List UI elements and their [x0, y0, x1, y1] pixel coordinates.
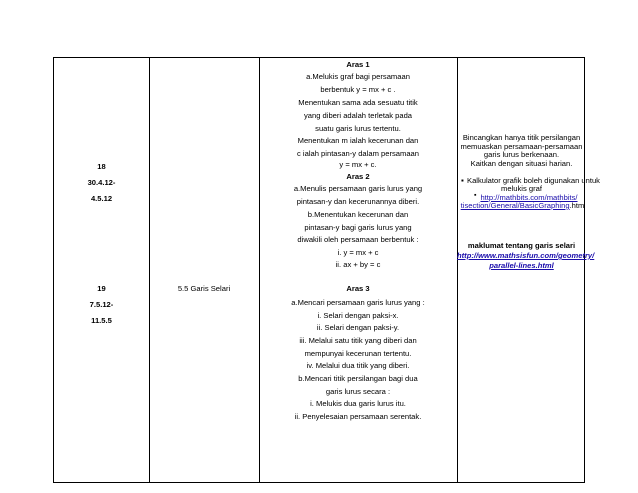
- aras3-line: iv. Melalui dua titik yang diberi.: [306, 361, 410, 370]
- info-title: maklumat tentang garis selari: [467, 241, 576, 250]
- mathbits-link-path[interactable]: tisection/General/BasicGraphing: [460, 201, 570, 210]
- week-date-start: 7.5.12-: [89, 300, 114, 309]
- aras2-line: b.Menentukan kecerunan dan: [307, 210, 409, 219]
- mathbits-link-suffix: .htm: [569, 201, 585, 210]
- discussion-note: memuaskan persamaan-persamaan: [460, 142, 583, 151]
- aras3-line: ii. Selari dengan paksi-y.: [316, 323, 400, 332]
- mathbits-link-line2[interactable]: [459, 201, 586, 211]
- aras2-title: Aras 2: [346, 172, 370, 181]
- week-number-18: 18: [97, 162, 106, 171]
- aras2-line: pintasan-y bagi garis lurus yang: [304, 223, 412, 232]
- week-number-19: 19: [97, 284, 106, 293]
- aras1-line: yang diberi adalah terletak pada: [303, 111, 413, 120]
- aras1-line: berbentuk y = mx + c .: [320, 85, 396, 94]
- discussion-note: Bincangkan hanya titik persilangan: [462, 133, 581, 142]
- aras3-line: i. Selari dengan paksi-x.: [317, 311, 399, 320]
- aras3-line: mempunyai kecerunan tertentu.: [304, 349, 412, 358]
- calculator-note: melukis graf: [501, 184, 542, 193]
- aras1-line: Menentukan m ialah kecerunan dan: [297, 136, 419, 145]
- week-date-start: 30.4.12-: [87, 178, 116, 187]
- bullet-icon: ▪: [461, 176, 464, 185]
- week-date-end: 11.5.5: [91, 316, 112, 325]
- aras1-line: Menentukan sama ada sesuatu titik: [298, 98, 418, 107]
- aras2-line: pintasan-y dan kecerunannya diberi.: [296, 197, 420, 206]
- discussion-note: garis lurus berkenaan.: [483, 150, 560, 159]
- aras3-line: a.Mencari persamaan garis lurus yang :: [291, 298, 425, 307]
- week-date-end: 4.5.12: [90, 194, 113, 203]
- topic-label: 5.5 Garis Selari: [177, 284, 231, 293]
- aras3-title: Aras 3: [346, 284, 370, 293]
- aras2-line: a.Menulis persamaan garis lurus yang: [293, 184, 423, 193]
- mathbits-link[interactable]: http://mathbits.com/mathbits/: [480, 193, 578, 202]
- aras3-line: b.Mencari titik persilangan bagi dua: [298, 374, 418, 383]
- aras3-line: iii. Melalui satu titik yang diberi dan: [299, 336, 417, 345]
- aras2-line: ii. ax + by = c: [335, 260, 381, 269]
- calculator-note: Kalkulator grafik boleh digunakan untuk: [467, 176, 600, 185]
- aras3-line: ii. Penyelesaian persamaan serentak.: [294, 412, 422, 421]
- mathsisfun-link[interactable]: http://www.mathsisfun.com/geometry/: [457, 251, 595, 260]
- aras1-line: suatu garis lurus tertentu.: [315, 124, 401, 133]
- aras2-line: i. y = mx + c: [337, 248, 379, 257]
- bullet-icon: ▪: [474, 192, 477, 199]
- aras1-title: Aras 1: [346, 60, 370, 69]
- aras1-line: c ialah pintasan-y dalam persamaan: [297, 149, 419, 158]
- aras1-line: y = mx + c.: [339, 160, 377, 169]
- aras3-line: garis lurus secara :: [325, 387, 391, 396]
- column-divider: [149, 58, 150, 482]
- mathsisfun-link-line2[interactable]: parallel-lines.html: [489, 261, 554, 270]
- lesson-plan-table: [53, 57, 600, 483]
- aras3-line: i. Melukis dua garis lurus itu.: [310, 399, 406, 408]
- aras2-line: diwakili oleh persamaan berbentuk :: [297, 235, 419, 244]
- aras1-line: a.Melukis graf bagi persamaan: [306, 72, 410, 81]
- discussion-note: Kaitkan dengan situasi harian.: [470, 159, 573, 168]
